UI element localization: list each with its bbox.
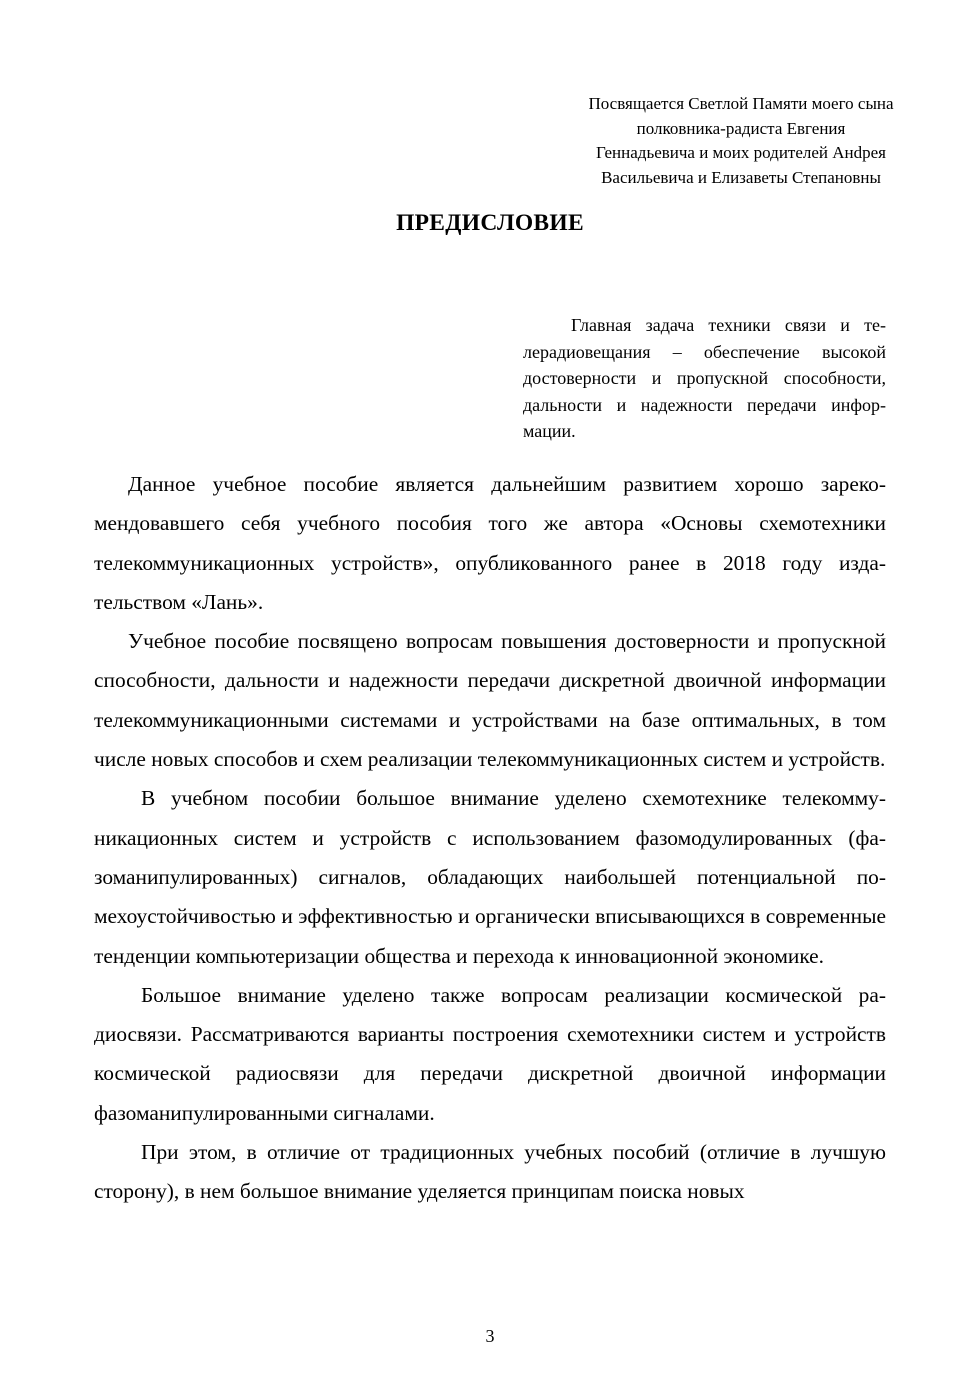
page-title: ПРЕДИСЛОВИЕ bbox=[396, 210, 584, 236]
paragraph: Учебное пособие посвящено вопросам повышения достоверности и пропускной способности, дальности и надежности передачи дискретной двоичной информации телекоммуникационными системами и устройствами на базе оптимальных, в том числе новых способов и схем реализации телекоммуникационных систем и устройств. bbox=[94, 629, 886, 772]
paragraph: Данное учебное пособие является дальнейшим развитием хорошо зарекомендовавшего себя учебного пособия того же автора «Основы схемотехники телекоммуникационных устройств», опубликованного ранее в 2018 году издательством «Лань». bbox=[94, 472, 886, 614]
paragraph: Большое внимание уделено также вопросам реализации космической радиосвязи. Рассматриваются варианты построения схемотехники систем и устройств космической радиосвязи для передачи дискретной двоичной информации фазоманипулированными сигналами. bbox=[94, 982, 886, 1125]
body-text bbox=[94, 465, 886, 1212]
epigraph: Главная задача техники связи и телерадиовещания – обеспечение высокой достоверности и пропускной способности, дальности и надежности передачи информации. bbox=[523, 315, 886, 442]
paragraph: В учебном пособии большое внимание уделено схемотехнике телекоммуникационных систем и устройств с использованием фазомодулированных (фазоманипулированных) сигналов, обладающих наибольшей потенциальной помехоустойчивостью и эффективностью и органически вписывающихся в современные тенденции компьютеризации общества и перехода к инновационной экономике. bbox=[94, 786, 886, 968]
paragraph: При этом, в отличие от традиционных учебных пособий (отличие в лучшую сторону), в нем большое внимание уделяется принципам поиска новых bbox=[94, 1140, 886, 1204]
dedication: Посвящается Светлой Памяти моего сына полковника-радиста Евгения Геннадьевича и моих родителей Анdрея Васильевича и Елизаветы Степановны bbox=[588, 94, 894, 187]
page-number: 3 bbox=[485, 1326, 495, 1346]
